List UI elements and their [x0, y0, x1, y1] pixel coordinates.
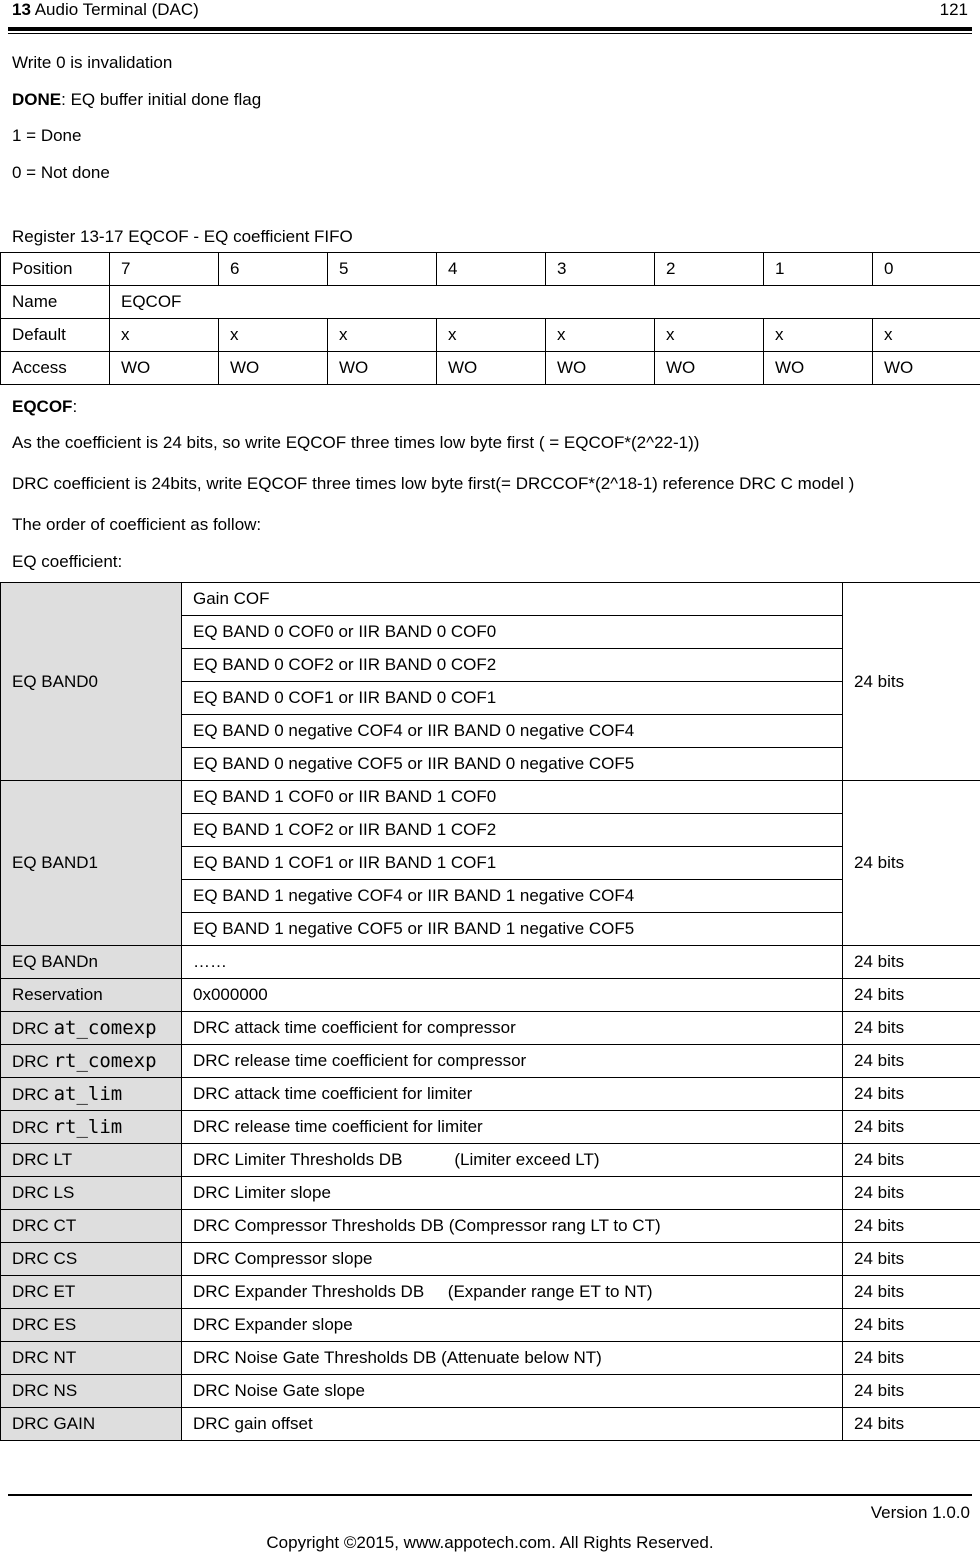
coef-name	[1, 1045, 182, 1078]
coef-name	[1, 1276, 182, 1309]
position-cell: 0	[873, 253, 980, 286]
coef-row	[1, 1408, 980, 1441]
coef-row	[1, 1144, 980, 1177]
coef-name-prefix: DRC LS	[12, 1183, 75, 1202]
coef-desc: DRC Compressor slope	[182, 1243, 843, 1276]
coef-desc: ……	[182, 946, 843, 979]
coef-desc: DRC Compressor Thresholds DB (Compressor rang LT to CT)	[182, 1210, 843, 1243]
coef-row	[1, 1342, 980, 1375]
register-row-name	[1, 286, 980, 319]
coef-desc: DRC Limiter Thresholds DB (Limiter exceed LT)	[182, 1144, 843, 1177]
position-cell: 1	[764, 253, 873, 286]
position-label: Position	[1, 253, 110, 286]
coef-name	[1, 1144, 182, 1177]
coefficient-table	[0, 582, 980, 1441]
coef-bits: 24 bits	[843, 946, 980, 979]
coef-band-row	[1, 781, 980, 814]
coef-desc: DRC gain offset	[182, 1408, 843, 1441]
coef-name-prefix: DRC NT	[12, 1348, 77, 1367]
access-label: Access	[1, 352, 110, 385]
eqcof-colon: :	[72, 397, 78, 416]
coef-row	[1, 1309, 980, 1342]
band-coef-desc: EQ BAND 0 COF2 or IIR BAND 0 COF2	[182, 649, 843, 682]
coef-name-prefix: DRC NS	[12, 1381, 78, 1400]
band-bits: 24 bits	[843, 583, 980, 781]
position-cell: 6	[219, 253, 328, 286]
coef-name	[1, 1210, 182, 1243]
band-coef-desc: EQ BAND 1 COF0 or IIR BAND 1 COF0	[182, 781, 843, 814]
coef-desc: DRC Expander slope	[182, 1309, 843, 1342]
register-row-access	[1, 352, 980, 385]
coef-bits: 24 bits	[843, 1111, 980, 1144]
coef-desc: DRC Noise Gate Thresholds DB (Attenuate below NT)	[182, 1342, 843, 1375]
coef-row	[1, 1012, 980, 1045]
register-caption: Register 13-17 EQCOF - EQ coefficient FIFO	[12, 227, 353, 246]
band-coef-desc: EQ BAND 0 COF1 or IIR BAND 0 COF1	[182, 682, 843, 715]
coef-name	[1, 1243, 182, 1276]
position-cell: 5	[328, 253, 437, 286]
coef-row	[1, 1045, 980, 1078]
coef-band-row	[1, 583, 980, 616]
access-cell: WO	[219, 352, 328, 385]
coef-bits: 24 bits	[843, 1012, 980, 1045]
coef-row	[1, 1078, 980, 1111]
default-label: Default	[1, 319, 110, 352]
coef-bits: 24 bits	[843, 1408, 980, 1441]
header-rule-thick	[8, 27, 972, 31]
coef-bits: 24 bits	[843, 1144, 980, 1177]
coef-name	[1, 1375, 182, 1408]
default-cell: x	[219, 319, 328, 352]
coef-bits: 24 bits	[843, 1276, 980, 1309]
coef-row	[1, 1375, 980, 1408]
coef-name-symbol: at_comexp	[53, 1017, 157, 1039]
default-cell: x	[655, 319, 764, 352]
coef-name	[1, 1408, 182, 1441]
coef-name-symbol: at_lim	[53, 1083, 123, 1105]
band-coef-desc: EQ BAND 1 COF1 or IIR BAND 1 COF1	[182, 847, 843, 880]
coef-desc: DRC release time coefficient for limiter	[182, 1111, 843, 1144]
coef-name	[1, 1111, 182, 1144]
done-value-zero: 0 = Not done	[12, 163, 110, 182]
band-coef-desc: EQ BAND 0 negative COF5 or IIR BAND 0 negative COF5	[182, 748, 843, 781]
coef-bits: 24 bits	[843, 979, 980, 1012]
coef-bits: 24 bits	[843, 1309, 980, 1342]
eqcof-field-line	[12, 397, 77, 417]
description-line-2: DRC coefficient is 24bits, write EQCOF three times low byte first(= DRCCOF*(2^18-1) reference DRC C model )	[12, 474, 855, 493]
band-bits: 24 bits	[843, 781, 980, 946]
coef-bits: 24 bits	[843, 1078, 980, 1111]
chapter-heading	[12, 0, 199, 20]
register-row-position	[1, 253, 980, 286]
copyright-text: Copyright ©2015, www.appotech.com. All Rights Reserved.	[266, 1533, 714, 1552]
band-label: EQ BAND1	[1, 781, 182, 946]
coef-name-prefix: DRC CS	[12, 1249, 78, 1268]
coef-name-prefix: DRC ET	[12, 1282, 76, 1301]
coef-desc: DRC Expander Thresholds DB (Expander range ET to NT)	[182, 1276, 843, 1309]
coef-desc: 0x000000	[182, 979, 843, 1012]
description-line-1: As the coefficient is 24 bits, so write EQCOF three times low byte first ( = EQCOF*(2^22-1))	[12, 433, 700, 452]
coef-bits: 24 bits	[843, 1342, 980, 1375]
chapter-title: Audio Terminal (DAC)	[30, 0, 199, 19]
coef-name-prefix: Reservation	[12, 985, 103, 1004]
position-cell: 2	[655, 253, 764, 286]
coef-row	[1, 1111, 980, 1144]
coef-name-prefix: EQ BANDn	[12, 952, 98, 971]
coef-bits: 24 bits	[843, 1045, 980, 1078]
coef-row	[1, 1177, 980, 1210]
default-cell: x	[110, 319, 219, 352]
band-coef-desc: Gain COF	[182, 583, 843, 616]
coef-name	[1, 1078, 182, 1111]
chapter-number: 13	[12, 0, 31, 19]
coef-desc: DRC attack time coefficient for limiter	[182, 1078, 843, 1111]
position-cell: 4	[437, 253, 546, 286]
default-cell: x	[328, 319, 437, 352]
coef-name	[1, 979, 182, 1012]
coef-desc: DRC Noise Gate slope	[182, 1375, 843, 1408]
coef-desc: DRC attack time coefficient for compressor	[182, 1012, 843, 1045]
register-table	[0, 252, 980, 385]
coef-name-prefix: DRC	[12, 1019, 54, 1038]
coef-name-prefix: DRC	[12, 1085, 54, 1104]
coef-name-symbol: rt_lim	[53, 1116, 123, 1138]
coef-name	[1, 1012, 182, 1045]
coef-bits: 24 bits	[843, 1243, 980, 1276]
default-cell: x	[873, 319, 980, 352]
done-field-line	[12, 90, 261, 110]
description-line-3: The order of coefficient as follow:	[12, 515, 262, 534]
band-coef-desc: EQ BAND 1 negative COF5 or IIR BAND 1 negative COF5	[182, 913, 843, 946]
coef-desc: DRC release time coefficient for compressor	[182, 1045, 843, 1078]
done-label: DONE	[12, 90, 62, 109]
done-description: : EQ buffer initial done flag	[61, 90, 262, 109]
coef-name-prefix: DRC LT	[12, 1150, 73, 1169]
coef-name	[1, 1342, 182, 1375]
access-cell: WO	[110, 352, 219, 385]
access-cell: WO	[437, 352, 546, 385]
coef-name	[1, 1309, 182, 1342]
coef-bits: 24 bits	[843, 1177, 980, 1210]
register-row-default	[1, 319, 980, 352]
version-text: Version 1.0.0	[870, 1503, 970, 1522]
done-value-one: 1 = Done	[12, 126, 82, 145]
description-line-4: EQ coefficient:	[12, 552, 123, 571]
coef-row	[1, 946, 980, 979]
eqcof-label: EQCOF	[12, 397, 73, 416]
position-cell: 3	[546, 253, 655, 286]
coef-desc: DRC Limiter slope	[182, 1177, 843, 1210]
coef-row	[1, 1276, 980, 1309]
band-label: EQ BAND0	[1, 583, 182, 781]
access-cell: WO	[546, 352, 655, 385]
write0-text: Write 0 is invalidation	[12, 53, 173, 72]
coef-name-prefix: DRC GAIN	[12, 1414, 96, 1433]
coef-name-prefix: DRC	[12, 1118, 54, 1137]
default-cell: x	[764, 319, 873, 352]
coef-name	[1, 1177, 182, 1210]
access-cell: WO	[328, 352, 437, 385]
name-label: Name	[1, 286, 110, 319]
name-value: EQCOF	[110, 286, 980, 319]
coef-bits: 24 bits	[843, 1375, 980, 1408]
band-coef-desc: EQ BAND 1 negative COF4 or IIR BAND 1 negative COF4	[182, 880, 843, 913]
band-coef-desc: EQ BAND 1 COF2 or IIR BAND 1 COF2	[182, 814, 843, 847]
coef-row	[1, 1210, 980, 1243]
page-number: 121	[939, 0, 968, 19]
coef-bits: 24 bits	[843, 1210, 980, 1243]
coef-row	[1, 1243, 980, 1276]
access-cell: WO	[873, 352, 980, 385]
coef-name-symbol: rt_comexp	[53, 1050, 157, 1072]
band-coef-desc: EQ BAND 0 COF0 or IIR BAND 0 COF0	[182, 616, 843, 649]
access-cell: WO	[655, 352, 764, 385]
coef-name-prefix: DRC ES	[12, 1315, 77, 1334]
page-header	[12, 0, 968, 20]
default-cell: x	[546, 319, 655, 352]
band-coef-desc: EQ BAND 0 negative COF4 or IIR BAND 0 negative COF4	[182, 715, 843, 748]
coef-name-prefix: DRC	[12, 1052, 54, 1071]
header-rule-thin	[8, 33, 972, 34]
footer-rule	[8, 1494, 972, 1496]
coef-row	[1, 979, 980, 1012]
default-cell: x	[437, 319, 546, 352]
coef-name	[1, 946, 182, 979]
position-cell: 7	[110, 253, 219, 286]
coef-name-prefix: DRC CT	[12, 1216, 77, 1235]
access-cell: WO	[764, 352, 873, 385]
